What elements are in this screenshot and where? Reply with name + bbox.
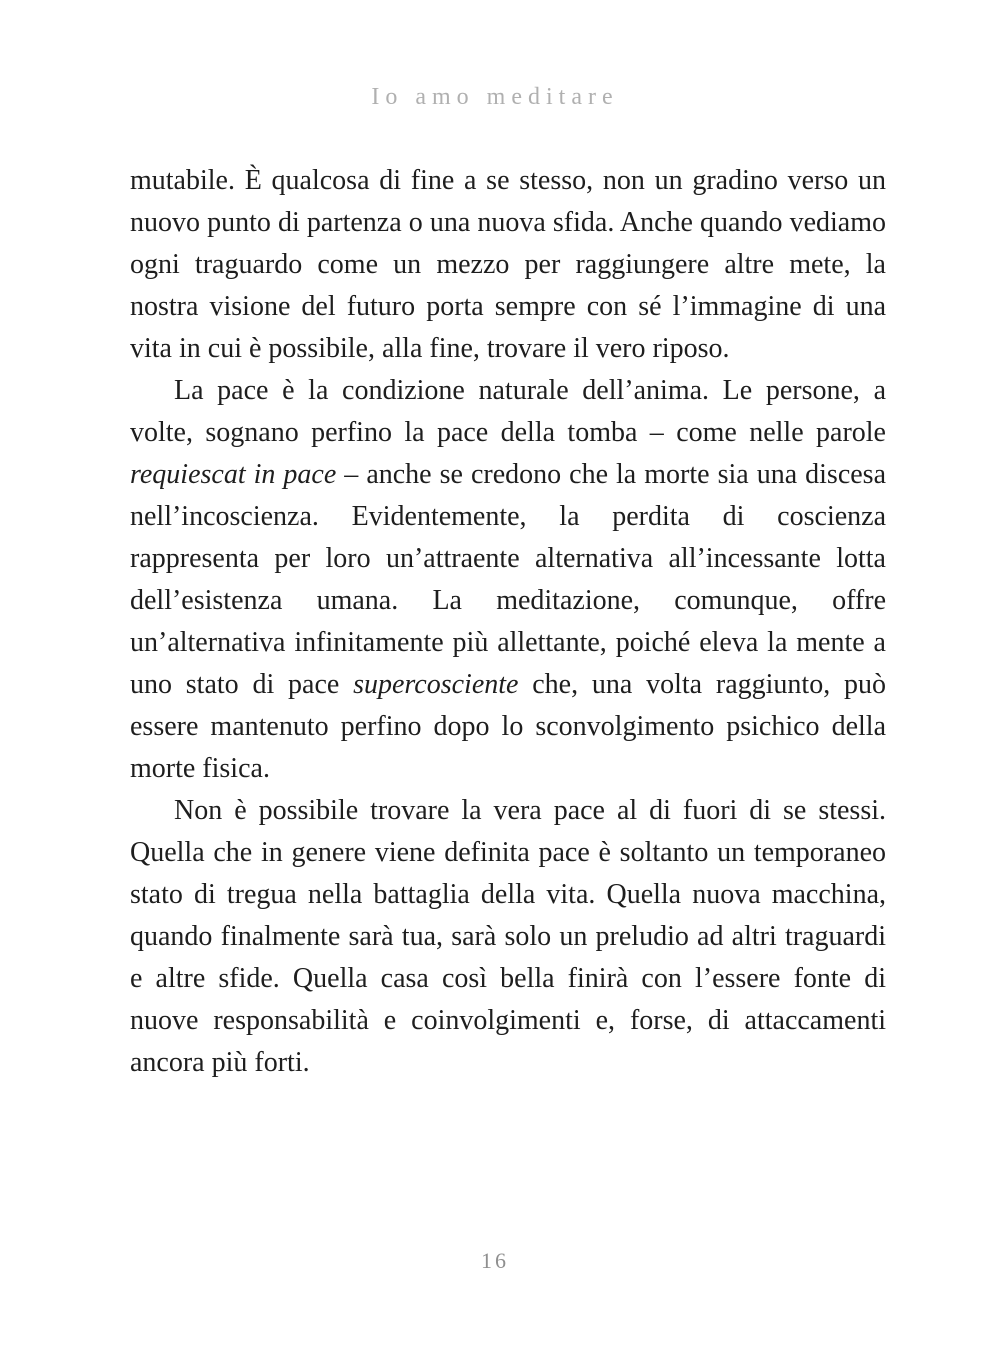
paragraph-text: mutabile. È qualcosa di fine a se stesso, non un gradino verso un nuovo punto di partenza o una nuova sfida. Anche quando vediamo ogni traguardo come un mezzo per raggiungere altre mete, la nostra visione del futuro porta sempre con sé l’immagine di una vita in cui è possibile, alla fine, trovare il vero riposo. [130, 165, 886, 364]
paragraph [130, 370, 886, 790]
paragraph-text: La pace è la condizione naturale dell’anima. Le persone, a volte, sognano perfino la pace della tomba – come nelle parole [130, 375, 886, 448]
paragraph [130, 160, 886, 370]
running-header: Io amo meditare [371, 84, 619, 110]
paragraph [130, 790, 886, 1084]
italic-phrase: supercosciente [353, 669, 519, 700]
body-text [130, 160, 886, 1084]
page-number: 16 [481, 1248, 509, 1273]
paragraph-text: – anche se credono che la morte sia una discesa nell’incoscienza. Evidentemente, la perdita di coscienza rappresenta per loro un’attraente alternativa all’incessante lotta dell’esistenza umana. La meditazione, comunque, offre un’alternativa infinitamente più allettante, poiché eleva la mente a uno stato di pace [130, 459, 887, 700]
italic-phrase: requiescat in pace [130, 459, 337, 490]
paragraph-text: che, una volta raggiunto, può essere mantenuto perfino dopo lo sconvolgimento psichico della morte fisica. [130, 669, 886, 784]
paragraph-text: Non è possibile trovare la vera pace al di fuori di se stessi. Quella che in genere viene definita pace è soltanto un temporaneo stato di tregua nella battaglia della vita. Quella nuova macchina, quando finalmente sarà tua, sarà solo un preludio ad altri traguardi e altre sfide. Quella casa così bella finirà con l’essere fonte di nuove responsabilità e coinvolgimenti e, forse, di attaccamenti ancora più forti. [130, 795, 886, 1078]
